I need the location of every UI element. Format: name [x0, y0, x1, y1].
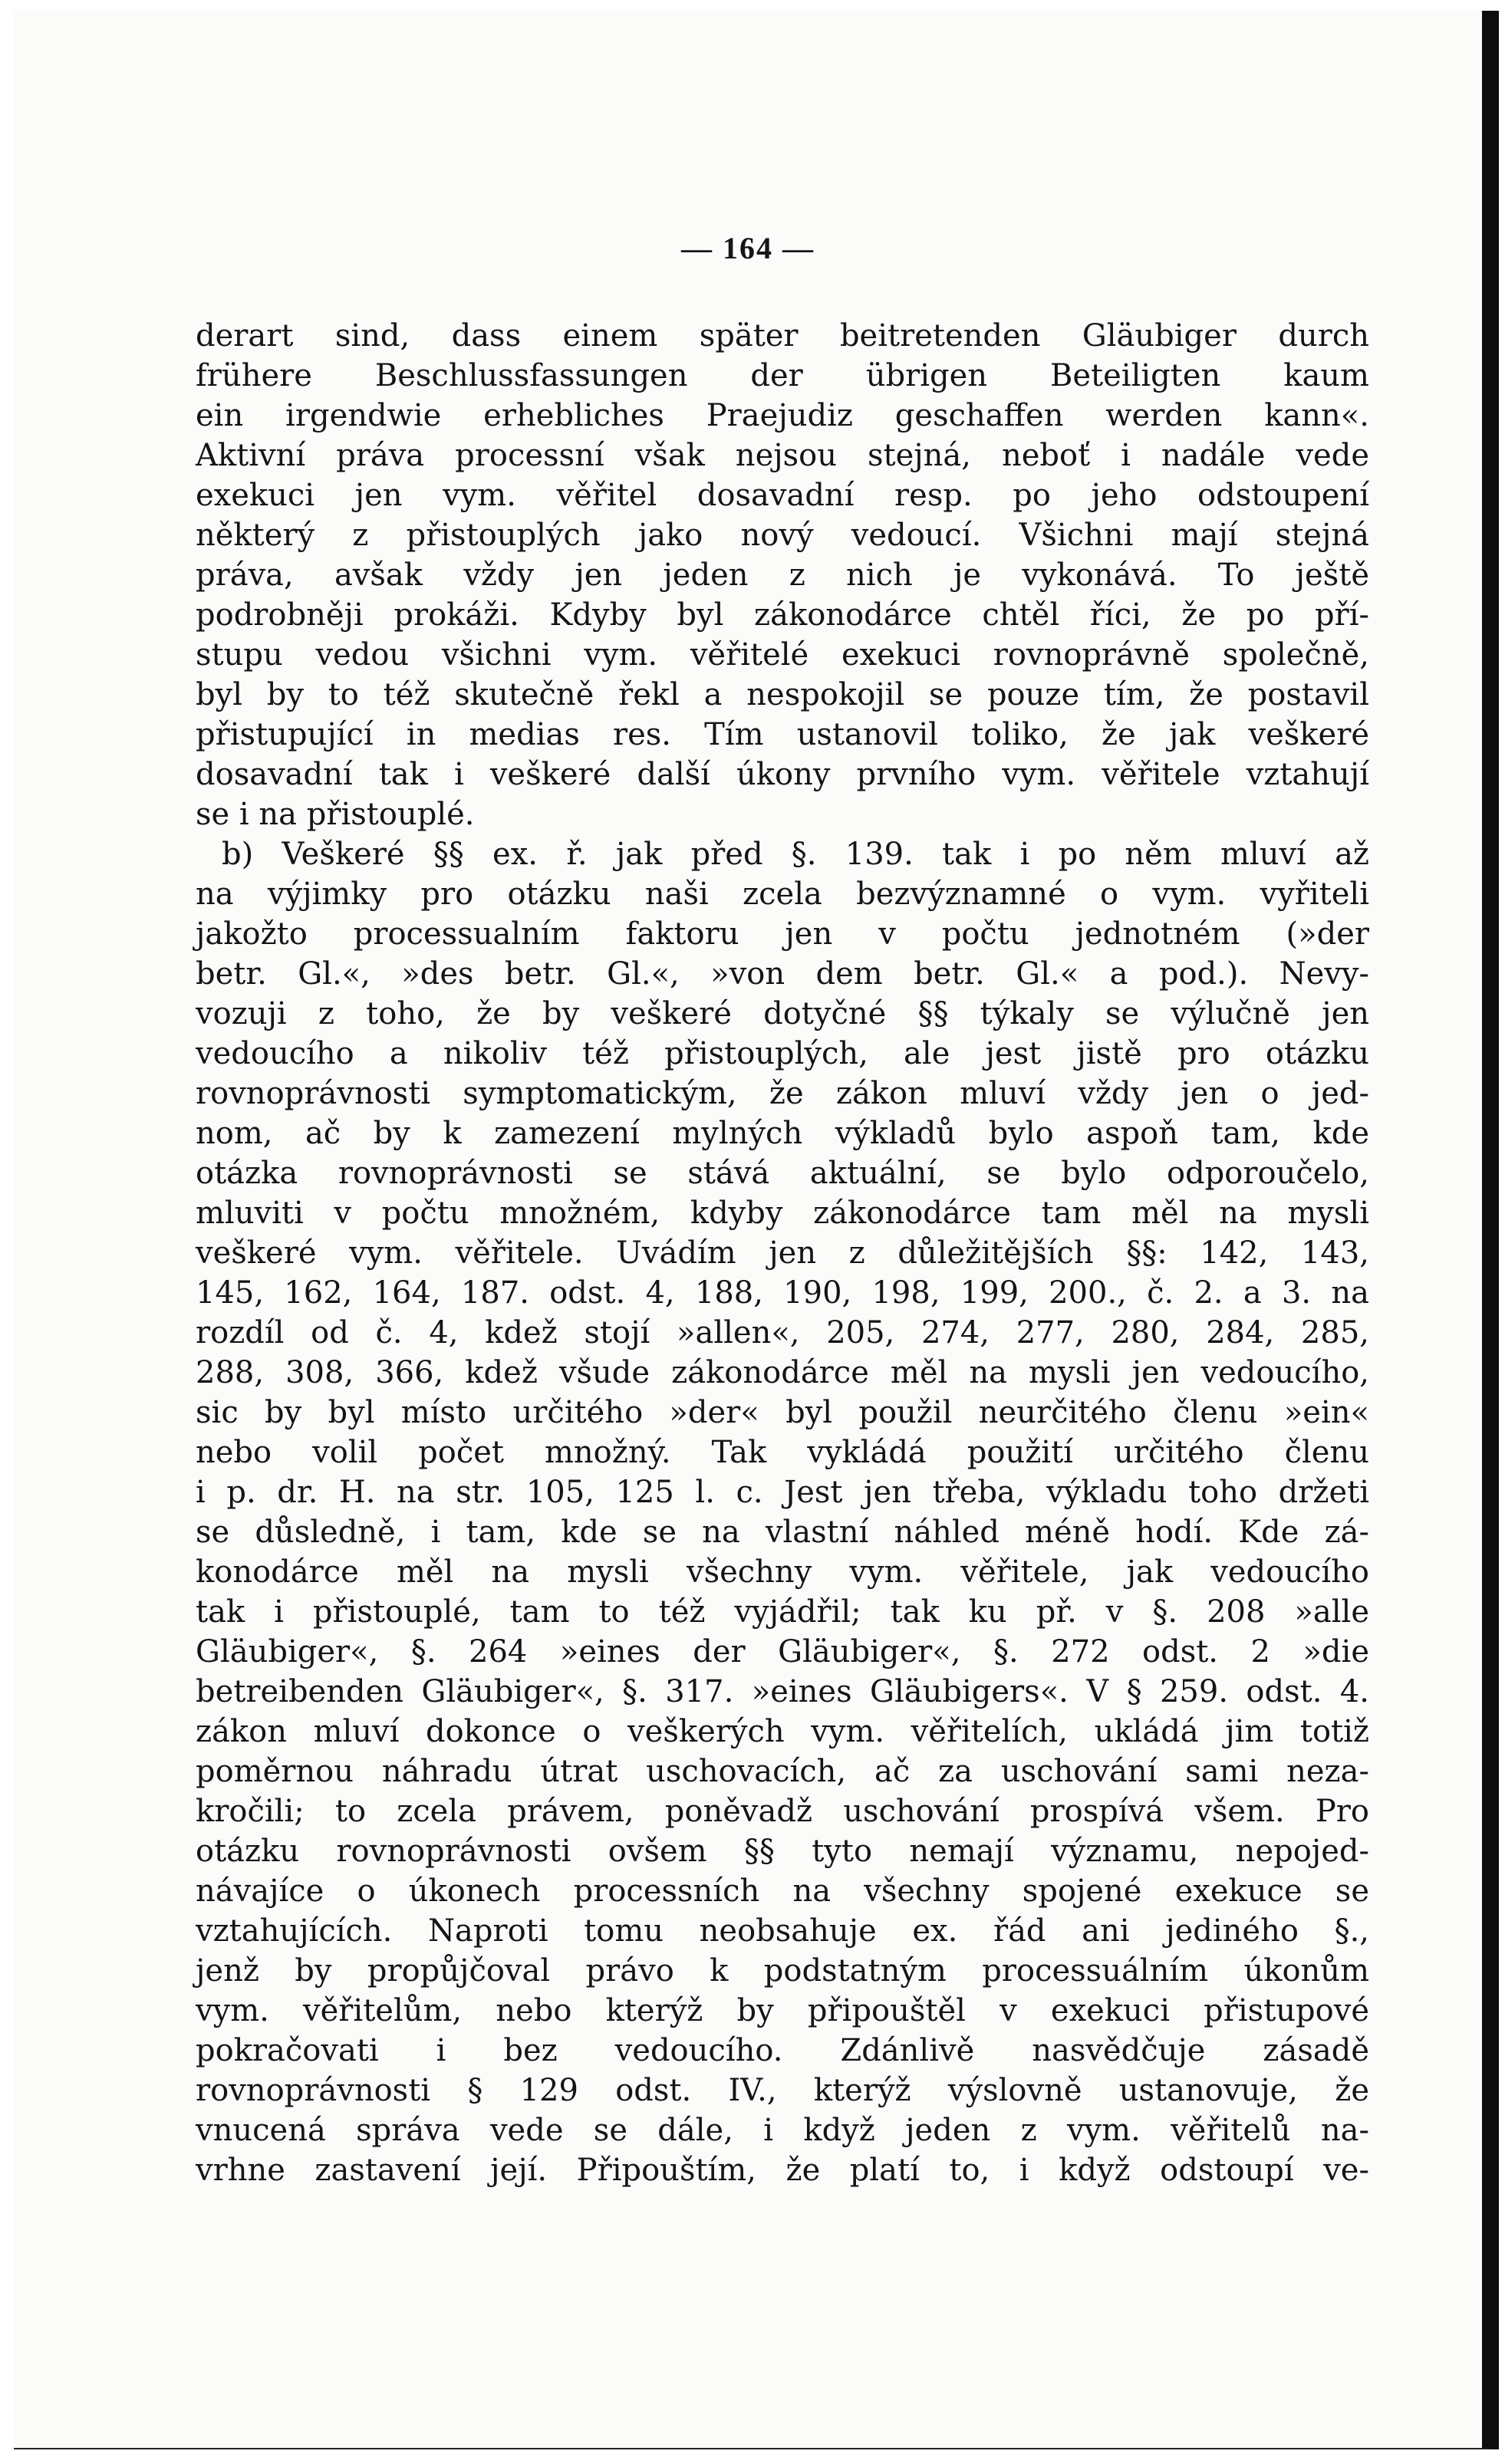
text-line: stupu vedou všichni vym. věřitelé exekuci rovnoprávně společně, — [196, 637, 1369, 673]
text-line: i p. dr. H. na str. 105, 125 l. c. Jest jen třeba, výkladu toho držeti — [196, 1475, 1369, 1510]
text-line: veškeré vym. věřitele. Uvádím jen z důležitějších §§: 142, 143, — [196, 1235, 1369, 1271]
text-line: nom, ač by k zamezení mylných výkladů bylo aspoň tam, kde — [196, 1116, 1369, 1151]
text-line: ein irgendwie erhebliches Praejudiz geschaffen werden kann«. — [196, 398, 1369, 433]
text-line: práva, avšak vždy jen jeden z nich je vykonává. To ještě — [196, 558, 1369, 593]
text-line: 145, 162, 164, 187. odst. 4, 188, 190, 198, 199, 200., č. 2. a 3. na — [196, 1275, 1369, 1311]
text-line: tak i přistouplé, tam to též vyjádřil; tak ku př. v §. 208 »alle — [196, 1594, 1369, 1630]
text-line: 288, 308, 366, kdež všude zákonodárce měl na mysli jen vedoucího, — [196, 1355, 1369, 1390]
text-line: dosavadní tak i veškeré další úkony prvního vym. věřitele vztahují — [196, 757, 1369, 792]
text-line: návajíce o úkonech processních na všechny spojené exekuce se — [196, 1873, 1369, 1909]
text-line: Gläubiger«, §. 264 »eines der Gläubiger«, §. 272 odst. 2 »die — [196, 1634, 1369, 1670]
text-line: vztahujících. Naproti tomu neobsahuje ex. řád ani jediného §., — [196, 1913, 1369, 1949]
text-line: Aktivní práva processní však nejsou stejná, neboť i nadále vede — [196, 438, 1369, 473]
text-line: rozdíl od č. 4, kdež stojí »allen«, 205, 274, 277, 280, 284, 285, — [196, 1315, 1369, 1350]
text-line: na výjimky pro otázku naši zcela bezvýznamné o vym. vyřiteli — [196, 877, 1369, 912]
book-page — [14, 11, 1499, 2449]
text-line: rovnoprávnosti symptomatickým, že zákon mluví vždy jen o jed- — [196, 1076, 1369, 1111]
text-line: konodárce měl na mysli všechny vym. věřitele, jak vedoucího — [196, 1554, 1369, 1590]
text-line: exekuci jen vym. věřitel dosavadní resp. po jeho odstoupení — [196, 478, 1369, 513]
text-line: betr. Gl.«, »des betr. Gl.«, »von dem betr. Gl.« a pod.). Nevy- — [196, 956, 1369, 992]
text-line: vedoucího a nikoliv též přistouplých, ale jest jistě pro otázku — [196, 1036, 1369, 1071]
text-line: otázku rovnoprávnosti ovšem §§ tyto nemají významu, nepojed- — [196, 1834, 1369, 1869]
text-line: kročili; to zcela právem, poněvadž uschování prospívá všem. Pro — [196, 1794, 1369, 1829]
text-line: otázka rovnoprávnosti se stává aktuální, se bylo odporoučelo, — [196, 1156, 1369, 1191]
text-line: nebo volil počet množný. Tak vykládá použití určitého členu — [196, 1435, 1369, 1470]
text-line: vym. věřitelům, nebo kterýž by připouštěl v exekuci přistupové — [196, 1993, 1369, 2028]
text-line: sic by byl místo určitého »der« byl použil neurčitého členu »ein« — [196, 1395, 1369, 1430]
text-line: derart sind, dass einem später beitretenden Gläubiger durch — [196, 318, 1369, 354]
text-line: se důsledně, i tam, kde se na vlastní náhled méně hodí. Kde zá- — [196, 1515, 1369, 1550]
body-text — [196, 316, 1369, 2190]
text-line: frühere Beschlussfassungen der übrigen Beteiligten kaum — [196, 358, 1369, 393]
text-line: vrhne zastavení její. Připouštím, že platí to, i když odstoupí ve- — [196, 2153, 1369, 2188]
text-line: některý z přistouplých jako nový vedoucí. Všichni mají stejná — [196, 518, 1369, 553]
text-line: betreibenden Gläubiger«, §. 317. »eines Gläubigers«. V § 259. odst. 4. — [196, 1674, 1369, 1709]
text-line: vnucená správa vede se dále, i když jeden z vym. věřitelů na- — [196, 2113, 1369, 2148]
text-line: zákon mluví dokonce o veškerých vym. věřitelích, ukládá jim totiž — [196, 1714, 1369, 1749]
text-line: jenž by propůjčoval právo k podstatným processuálním úkonům — [196, 1953, 1369, 1989]
text-line: jakožto processualním faktoru jen v počtu jednotném (»der — [196, 916, 1369, 952]
text-line: mluviti v počtu množném, kdyby zákonodárce tam měl na mysli — [196, 1196, 1369, 1231]
text-line: vozuji z toho, že by veškeré dotyčné §§ týkaly se výlučně jen — [196, 996, 1369, 1031]
text-line: poměrnou náhradu útrat uschovacích, ač za uschování sami neza- — [196, 1754, 1369, 1789]
text-line: podrobněji prokáži. Kdyby byl zákonodárce chtěl říci, že po pří- — [196, 597, 1369, 633]
text-line: b) Veškeré §§ ex. ř. jak před §. 139. tak i po něm mluví až — [222, 837, 1369, 872]
page-number: — 164 — — [681, 231, 815, 265]
text-line: pokračovati i bez vedoucího. Zdánlivě nasvědčuje zásadě — [196, 2033, 1369, 2068]
text-line: rovnoprávnosti § 129 odst. IV., kterýž výslovně ustanovuje, že — [196, 2073, 1369, 2108]
text-line: přistupující in medias res. Tím ustanovil toliko, že jak veškeré — [196, 717, 1369, 752]
text-line: byl by to též skutečně řekl a nespokojil se pouze tím, že postavil — [196, 677, 1369, 712]
text-line: se i na přistouplé. — [196, 797, 475, 832]
